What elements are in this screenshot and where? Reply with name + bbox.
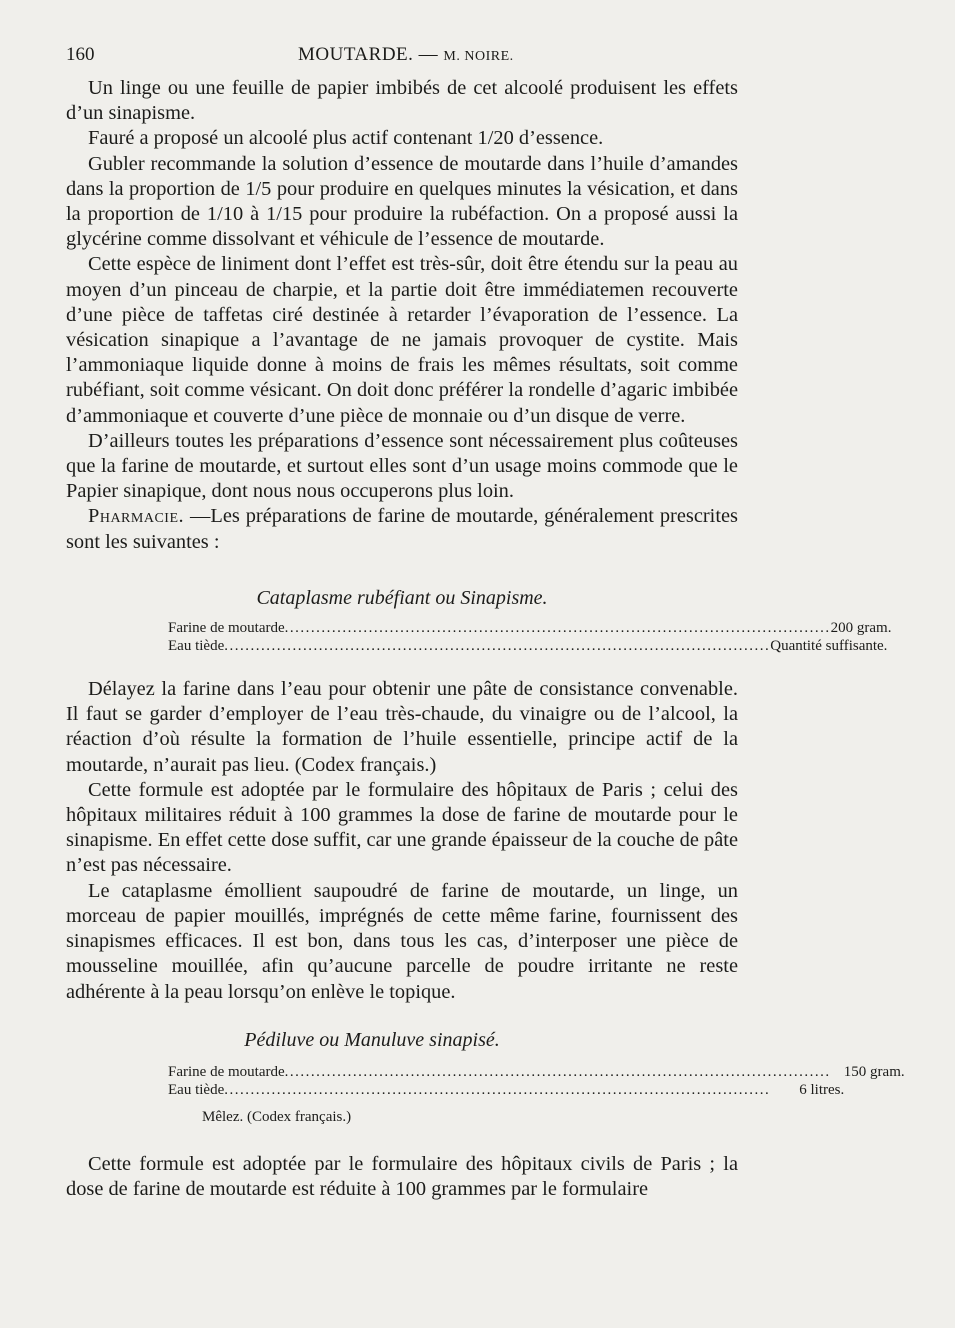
ingredient-row: Eau tiède ........................................................................................................ 6 litres. [168,1081,845,1098]
paragraph: Le cataplasme émollient saupoudré de farine de moutarde, un linge, un morceau de papier mouillés, imprégnés de cette même farine, fournissent des sinapismes efficaces. Il est bon, dans tous les cas, d’interposer une pièce de mousseline mouillée, afin qu’aucune parcelle de poudre irritante ne reste adhérente à la peau lorsqu’on enlève le topique. [66,879,738,1003]
paragraph: Cette formule est adoptée par le formulaire des hôpitaux de Paris ; celui des hôpitaux militaires réduit à 100 grammes la dose de farine de moutarde pour le sinapisme. En effet cette dose suffit, car une grande épaisseur de la couche de pâte n’est pas nécessaire. [66,778,738,877]
paragraph: Gubler recommande la solution d’essence de moutarde dans l’huile d’amandes dans la proportion de 1/5 pour produire en quelques minutes la vésication, et dans la proportion de 1/10 à 1/15 pour produire la rubéfaction. On a proposé aussi la glycérine comme dissolvant et véhicule de l’essence de moutarde. [66,152,738,251]
page-number: 160 [66,44,95,65]
paragraph: Délayez la farine dans l’eau pour obtenir une pâte de consistance convenable. Il faut se garder d’employer de l’eau très-chaude, du vinaigre ou de l’alcool, la réaction d’où résulte la formation de l’huile essentielle, principe actif de la moutarde, n’aurait pas lieu. (Codex français.) [66,678,738,776]
ingredient-qty: Quantité suffisante. [770,638,888,655]
ingredient-qty: 150 gram. [843,1063,905,1080]
paragraph: Fauré a proposé un alcoolé plus actif contenant 1/20 d’essence. [88,127,604,150]
main-text [66,76,905,1203]
ingredient-list [168,1063,905,1099]
paragraph: Cette formule est adoptée par le formulaire des hôpitaux civils de Paris ; la dose de farine de moutarde est réduite à 100 grammes par le formulaire [66,1153,738,1201]
ingredient-row: Farine de moutarde ........................................................................................................ 200 gram. [168,619,706,637]
page-header [66,44,734,70]
ingredient-qty: 6 litres. [799,1081,845,1098]
ingredient-qty: 200 gram. [830,620,892,637]
recipe-note: Mêlez. (Codex français.) [202,1108,352,1125]
paragraph: Cette espèce de liniment dont l’effet est très-sûr, doit être étendu sur la peau au moyen d’un pinceau de charpie, et la partie doit être immédiatemen recouverte d’une pièce de taffetas ciré destinée à retarder l’évaporation de l’essence. La vésication sinapique a l’avantage de ne jamais provoquer de cystite. Mais l’ammoniaque liquide donne à moins de frais les mêmes résultats, soit comme rubéfiant, soit comme vésicant. On doit donc préférer la rondelle d’agaric imbibée d’ammoniaque et couverte d’une pièce de monnaie ou d’un disque de verre. [66,253,738,427]
recipe-title-pediluve: Pédiluve ou Manuluve sinapisé. [244,1028,500,1051]
ingredient-row: Eau tiède ........................................................................................................ Quantité suffisante. [168,637,706,655]
ingredient-list [168,619,892,655]
paragraph: D’ailleurs toutes les préparations d’essence sont nécessairement plus coûteuses que la farine de moutarde, et surtout elles sont d’un usage moins commode que le Papier sinapique, dont nous nous occuperons plus loin. [66,429,738,503]
section-lead: Pharmacie. [88,505,185,528]
pharmacie-paragraph: Pharmacie. —Les préparations de farine de moutarde, généralement prescrites sont les suivantes : [66,505,738,553]
running-title: MOUTARDE. — M. NOIRE. [298,44,514,65]
recipe-title-sinapisme: Cataplasme rubéfiant ou Sinapisme. [256,586,548,609]
ingredient-row: Farine de moutarde ........................................................................................................ 150 gram. [168,1063,905,1080]
paragraph: Un linge ou une feuille de papier imbibés de cet alcoolé produisent les effets d’un sinapisme. [66,77,738,125]
